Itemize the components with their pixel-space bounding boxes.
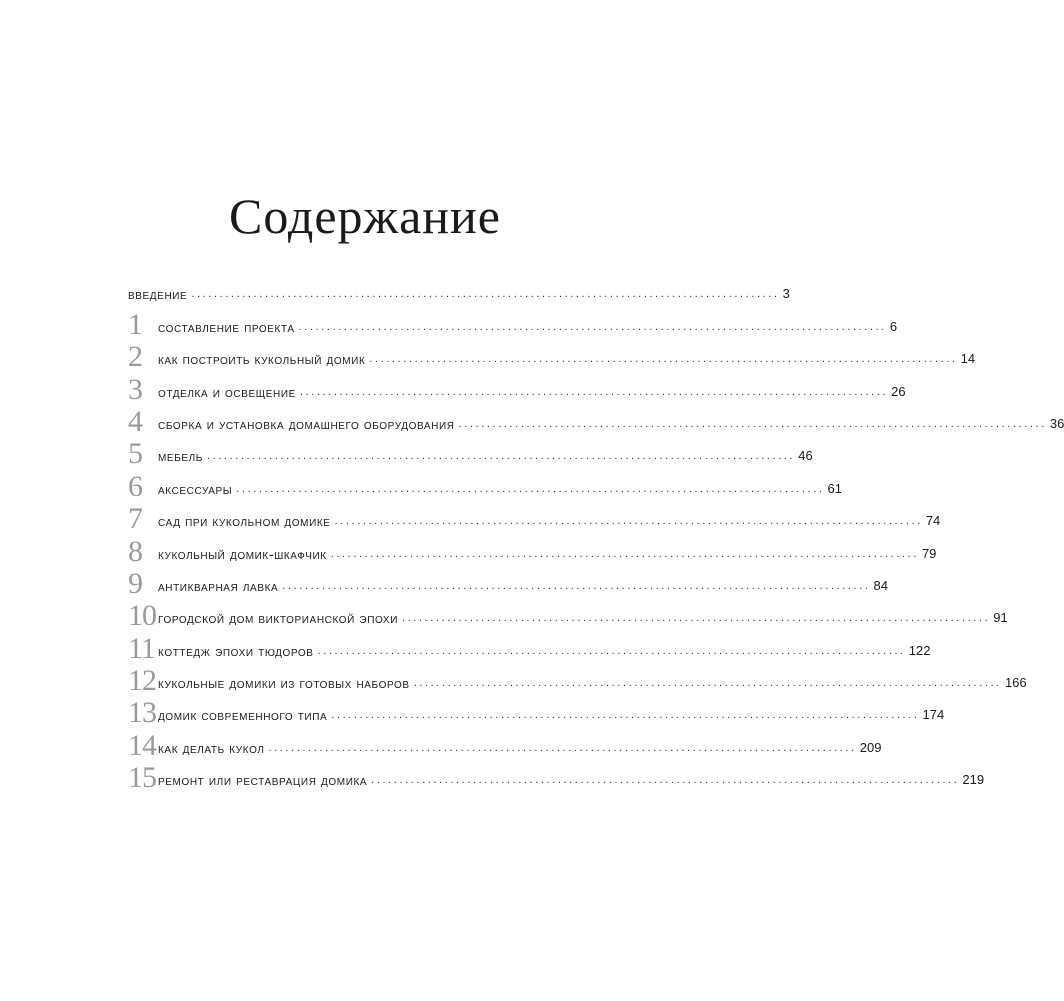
toc-entry-page: 6 bbox=[889, 318, 898, 334]
toc-chapter-number: 14 bbox=[128, 728, 156, 762]
toc-chapter-number: 4 bbox=[128, 404, 143, 438]
toc-entry-chapter-9[interactable] bbox=[128, 566, 889, 600]
toc-entry-label: ремонт или реставрация домика bbox=[158, 772, 368, 789]
toc-chapter-number: 3 bbox=[128, 372, 143, 406]
table-of-contents bbox=[128, 276, 1064, 795]
toc-entry-chapter-5[interactable] bbox=[128, 437, 813, 471]
toc-leader-dots: ........................................................................................................ bbox=[299, 385, 889, 398]
toc-entry-label: кукольный домик-шкафчик bbox=[158, 545, 327, 562]
toc-entry-page: 174 bbox=[922, 707, 945, 723]
toc-chapter-number: 13 bbox=[128, 696, 156, 730]
toc-leader-dots: ........................................................................................................ bbox=[317, 644, 906, 657]
toc-entry-page: 209 bbox=[859, 739, 882, 755]
toc-entry-chapter-1[interactable] bbox=[128, 307, 898, 341]
toc-entry-introduction[interactable] bbox=[128, 276, 790, 308]
toc-entry-label: как построить кукольный домик bbox=[158, 351, 366, 368]
toc-chapter-number: 7 bbox=[128, 502, 143, 536]
toc-chapter-number: 10 bbox=[128, 599, 156, 633]
page-title: Содержание bbox=[229, 188, 501, 244]
toc-entry-label: сад при кукольном домике bbox=[158, 513, 331, 530]
toc-leader-dots: ........................................................................................................ bbox=[369, 353, 958, 366]
toc-leader-dots: ........................................................................................................ bbox=[236, 482, 825, 495]
toc-entry-label: отделка и освещение bbox=[158, 383, 296, 400]
toc-leader-dots: ........................................................................................................ bbox=[282, 579, 871, 592]
toc-entry-chapter-2[interactable] bbox=[128, 340, 976, 374]
toc-entry-chapter-6[interactable] bbox=[128, 469, 842, 503]
toc-leader-dots: ........................................................................................................ bbox=[206, 450, 796, 463]
toc-entry-label: домик современного типа bbox=[158, 707, 328, 724]
toc-entry-page: 36 bbox=[1049, 415, 1064, 431]
toc-chapter-number: 2 bbox=[128, 340, 143, 374]
toc-entry-chapter-4[interactable] bbox=[128, 404, 1064, 438]
toc-entry-chapter-12[interactable] bbox=[128, 664, 1027, 698]
toc-entry-page: 46 bbox=[798, 448, 813, 464]
toc-leader-dots: ........................................................................................................ bbox=[334, 515, 923, 528]
toc-entry-label: введение bbox=[128, 286, 188, 303]
toc-chapter-number: 5 bbox=[128, 437, 143, 471]
toc-entry-label: как делать кукол bbox=[158, 739, 265, 756]
toc-entry-page: 166 bbox=[1004, 675, 1027, 691]
toc-entry-label: аксессуары bbox=[158, 480, 233, 497]
toc-leader-dots: ........................................................................................................ bbox=[268, 741, 857, 754]
toc-entry-label: кукольные домики из готовых наборов bbox=[158, 675, 410, 692]
toc-entry-chapter-13[interactable] bbox=[128, 696, 945, 730]
toc-entry-label: составление проекта bbox=[158, 318, 295, 335]
toc-chapter-number: 6 bbox=[128, 469, 143, 503]
toc-leader-dots: ........................................................................................................ bbox=[298, 320, 887, 333]
toc-entry-page: 91 bbox=[993, 610, 1008, 626]
toc-entry-chapter-15[interactable] bbox=[128, 761, 985, 795]
toc-entry-page: 3 bbox=[782, 286, 790, 302]
toc-leader-dots: ........................................................................................................ bbox=[413, 677, 1002, 690]
toc-entry-label: сборка и установка домашнего оборудования bbox=[158, 415, 455, 432]
toc-entry-label: городской дом викторианской эпохи bbox=[158, 610, 398, 627]
toc-entry-label: антикварная лавка bbox=[158, 577, 279, 594]
toc-entry-page: 84 bbox=[873, 577, 889, 593]
toc-entry-page: 14 bbox=[960, 351, 976, 367]
toc-chapter-number: 12 bbox=[128, 664, 156, 698]
toc-entry-page: 219 bbox=[962, 772, 985, 788]
toc-leader-dots: ........................................................................................................ bbox=[331, 709, 920, 722]
toc-leader-dots: ........................................................................................................ bbox=[330, 547, 919, 560]
toc-entry-chapter-8[interactable] bbox=[128, 534, 937, 568]
toc-leader-dots: ........................................................................................................ bbox=[191, 288, 780, 301]
toc-entry-chapter-14[interactable] bbox=[128, 728, 882, 762]
toc-entry-page: 79 bbox=[921, 545, 937, 561]
toc-entry-page: 74 bbox=[925, 513, 941, 529]
toc-entry-label: коттедж эпохи тюдоров bbox=[158, 642, 314, 659]
toc-chapter-number: 1 bbox=[128, 307, 143, 341]
toc-leader-dots: ........................................................................................................ bbox=[458, 417, 1047, 430]
toc-entry-chapter-10[interactable] bbox=[128, 599, 1008, 633]
toc-chapter-number: 8 bbox=[128, 534, 143, 568]
toc-leader-dots: ........................................................................................................ bbox=[371, 774, 960, 787]
toc-leader-dots: ........................................................................................................ bbox=[402, 612, 991, 625]
toc-chapter-number: 15 bbox=[128, 761, 156, 795]
toc-entry-chapter-3[interactable] bbox=[128, 372, 906, 406]
toc-entry-label: мебель bbox=[158, 448, 203, 465]
toc-entry-chapter-7[interactable] bbox=[128, 502, 941, 536]
toc-chapter-number: 11 bbox=[128, 631, 155, 665]
toc-entry-page: 61 bbox=[827, 480, 842, 496]
toc-entry-page: 26 bbox=[891, 383, 906, 399]
toc-entry-page: 122 bbox=[908, 642, 931, 658]
toc-chapter-number: 9 bbox=[128, 566, 143, 600]
toc-entry-chapter-11[interactable] bbox=[128, 631, 931, 665]
